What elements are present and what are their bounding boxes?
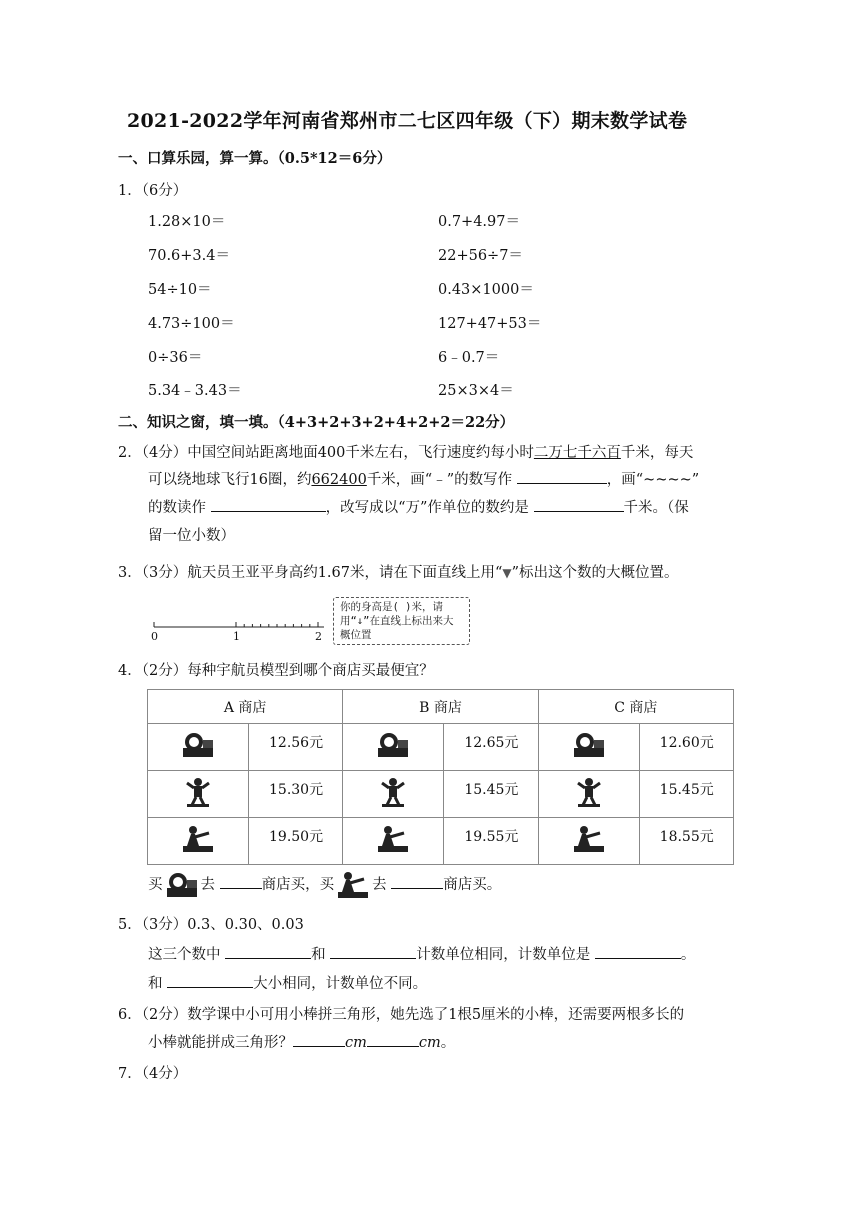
q5-text: 计数单位相同，计数单位是 xyxy=(416,947,591,963)
q5-text: 这三个数中 xyxy=(148,947,221,963)
calc-2-2: 22+56÷7＝ xyxy=(438,248,523,264)
price-cell: 15.45元 xyxy=(639,771,733,818)
question-1-label: 1．（6分） xyxy=(118,183,188,199)
calc-5-1: 0÷36＝ xyxy=(148,350,203,366)
shop-a-header: A 商店 xyxy=(148,690,343,724)
question-2-line-4: 留一位小数） xyxy=(148,528,235,544)
astronaut-seated-icon xyxy=(179,730,217,760)
astronaut-seated-icon xyxy=(163,870,201,900)
question-7-label: 7．（4分） xyxy=(118,1066,188,1082)
q5-text: 大小相同，计数单位不同。 xyxy=(253,976,428,992)
wave-mark: ~~~~ xyxy=(643,472,692,488)
question-5-line-2 xyxy=(148,972,427,993)
question-2-line-2 xyxy=(148,468,699,489)
price-cell: 12.65元 xyxy=(444,724,538,771)
q6-text: 。 xyxy=(440,1035,456,1051)
answer-blank[interactable] xyxy=(225,945,311,960)
question-6-line-1: 6．（2分）数学课中小可用小棒拼三角形，她先选了1根5厘米的小棒，还需要两根多长的 xyxy=(118,1007,685,1023)
price-cell: 19.50元 xyxy=(249,818,343,865)
calc-3-2: 0.43×1000＝ xyxy=(438,282,534,298)
q2-text: 千米，每天 xyxy=(620,445,694,461)
answer-blank[interactable] xyxy=(167,974,253,989)
answer-blank[interactable] xyxy=(595,945,681,960)
hint-speech-box: 你的身高是( )米，请用“↓”在直线上标出来大概位置 xyxy=(333,597,470,645)
answer-blank[interactable] xyxy=(517,470,607,485)
answer-blank[interactable] xyxy=(211,498,326,513)
astronaut-seated-icon xyxy=(570,730,608,760)
calc-1-1: 1.28×10＝ xyxy=(148,214,226,230)
question-2-line-1 xyxy=(118,441,693,462)
shop-b-header: B 商店 xyxy=(343,690,538,724)
unit-cm: cm xyxy=(418,1035,441,1051)
calc-6-1: 5.34﹣3.43＝ xyxy=(148,383,242,399)
price-cell: 15.30元 xyxy=(249,771,343,818)
calc-4-2: 127+47+53＝ xyxy=(438,316,542,332)
table-row xyxy=(148,724,734,771)
tick-label-0: 0 xyxy=(151,630,158,643)
astronaut-crouching-icon xyxy=(179,824,217,854)
q2-text: 的数读作 xyxy=(148,500,206,516)
astronaut-crouching-icon xyxy=(570,824,608,854)
price-cell: 15.45元 xyxy=(444,771,538,818)
q4-text: 商店买，买 xyxy=(261,877,335,893)
question-5-label: 5．（3分）0.3、0.30、0.03 xyxy=(118,917,304,933)
question-5-line-1 xyxy=(148,943,695,964)
answer-blank[interactable] xyxy=(367,1033,419,1048)
astronaut-standing-icon xyxy=(570,777,608,807)
q4-text: 商店买。 xyxy=(443,877,502,893)
tick-label-1: 1 xyxy=(233,630,240,643)
q2-underlined-number-words: 二万七千六百 xyxy=(533,445,621,461)
q6-text: 小棒就能拼成三角形？ xyxy=(148,1035,293,1051)
calc-4-1: 4.73÷100＝ xyxy=(148,316,235,332)
shop-price-table xyxy=(147,689,734,865)
q2-text: 2．（4分）中国空间站距离地面400千米左右，飞行速度约每小时 xyxy=(118,445,534,461)
q3-text: ”标出这个数的大概位置。 xyxy=(511,565,679,581)
section-1-heading: 一、口算乐园，算一算。（0.5*12＝6分） xyxy=(118,150,392,167)
question-4-text: 4．（2分）每种宇航员模型到哪个商店买最便宜？ xyxy=(118,663,434,679)
q2-underlined-number: 662400 xyxy=(311,472,367,488)
answer-blank[interactable] xyxy=(391,875,443,890)
astronaut-crouching-icon xyxy=(374,824,412,854)
q4-text: 去 xyxy=(372,877,387,893)
calc-5-2: 6﹣0.7＝ xyxy=(438,350,500,366)
q2-text: 千米，画“﹣”的数写作 xyxy=(366,472,513,488)
question-2-line-3 xyxy=(148,496,689,517)
triangle-marker-icon: ▼ xyxy=(502,566,512,580)
q2-text: 千米。（保 xyxy=(623,500,689,516)
question-3-text xyxy=(118,561,679,582)
astronaut-seated-icon xyxy=(374,730,412,760)
answer-blank[interactable] xyxy=(220,875,262,890)
price-cell: 18.55元 xyxy=(639,818,733,865)
astronaut-crouching-icon xyxy=(334,870,372,900)
page-title: 2021-2022学年河南省郑州市二七区四年级（下）期末数学试卷 xyxy=(127,110,688,132)
q2-text: ，改写成以“万”作单位的数约是 xyxy=(325,500,529,516)
q4-text: 去 xyxy=(200,877,215,893)
q2-text: ” xyxy=(691,472,700,488)
q5-text: 和 xyxy=(311,947,326,963)
table-row xyxy=(148,771,734,818)
q5-text: 。 xyxy=(680,947,696,963)
q5-text: 和 xyxy=(148,976,163,992)
q4-text: 买 xyxy=(148,877,163,893)
astronaut-standing-icon xyxy=(374,777,412,807)
price-cell: 12.56元 xyxy=(249,724,343,771)
calc-2-1: 70.6+3.4＝ xyxy=(148,248,230,264)
price-cell: 19.55元 xyxy=(444,818,538,865)
calc-3-1: 54÷10＝ xyxy=(148,282,212,298)
q2-text: ，画“ xyxy=(606,472,644,488)
calc-1-2: 0.7+4.97＝ xyxy=(438,214,520,230)
answer-blank[interactable] xyxy=(330,945,416,960)
q3-text: 3．（3分）航天员王亚平身高约1.67米，请在下面直线上用“ xyxy=(118,565,503,581)
question-4-answer-line xyxy=(148,870,501,900)
q2-text: 可以绕地球飞行16圈，约 xyxy=(148,472,312,488)
price-cell: 12.60元 xyxy=(639,724,733,771)
tick-label-2: 2 xyxy=(315,630,322,643)
answer-blank[interactable] xyxy=(293,1033,345,1048)
table-row xyxy=(148,818,734,865)
answer-blank[interactable] xyxy=(534,498,624,513)
shop-c-header: C 商店 xyxy=(538,690,733,724)
question-6-line-2 xyxy=(148,1031,455,1052)
section-2-heading: 二、知识之窗，填一填。（4+3+2+3+2+4+2+2＝22分） xyxy=(118,414,515,431)
unit-cm: cm xyxy=(345,1035,367,1051)
calc-6-2: 25×3×4＝ xyxy=(438,383,514,399)
astronaut-standing-icon xyxy=(179,777,217,807)
